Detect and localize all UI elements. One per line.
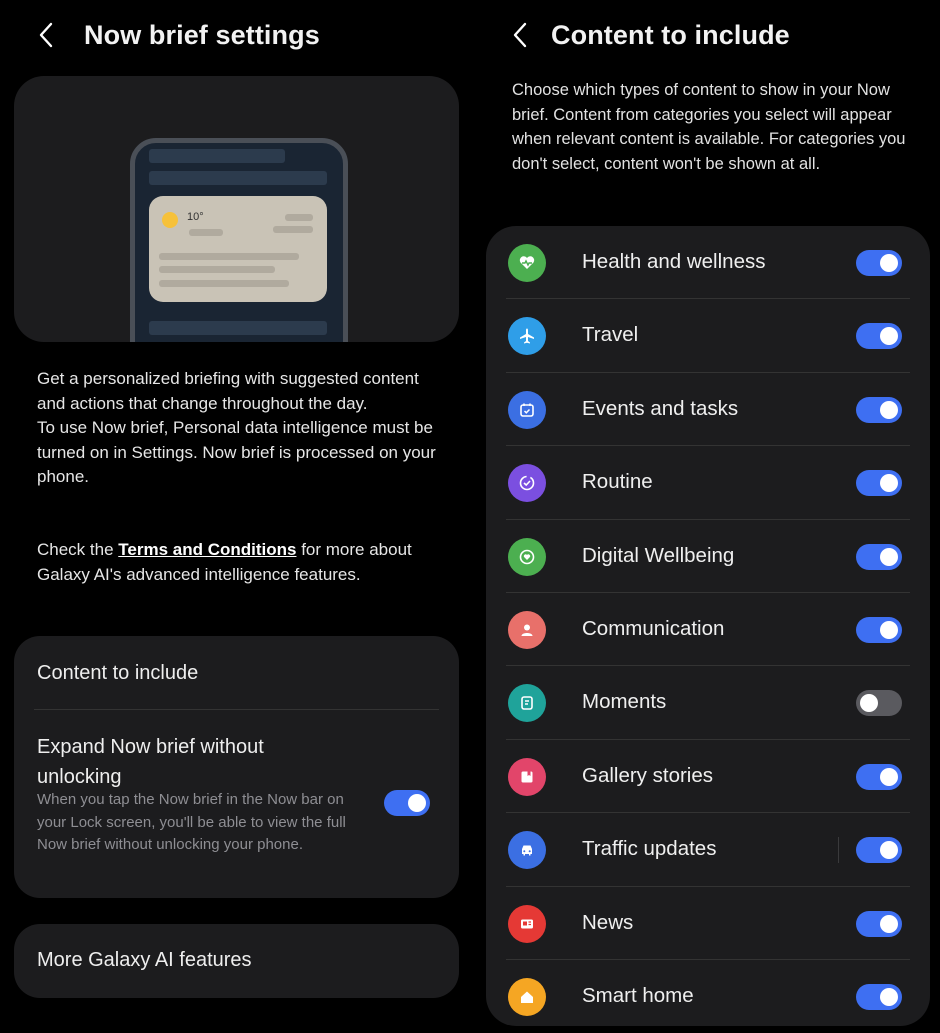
list-item-traffic-updates[interactable] bbox=[486, 813, 930, 886]
toggle-knob bbox=[408, 794, 426, 812]
wellbeing-icon bbox=[508, 538, 546, 576]
list-item-news[interactable] bbox=[486, 887, 930, 960]
events-and-tasks-toggle[interactable] bbox=[856, 397, 902, 423]
item-label: Smart home bbox=[582, 984, 694, 1007]
vertical-divider bbox=[838, 837, 839, 863]
page-title: Content to include bbox=[551, 19, 790, 50]
news-toggle[interactable] bbox=[856, 911, 902, 937]
content-to-include-screen bbox=[470, 0, 940, 1024]
chevron-left-icon bbox=[511, 22, 529, 48]
item-label: Digital Wellbeing bbox=[582, 543, 735, 567]
settings-card bbox=[14, 636, 459, 898]
health-and-wellness-toggle[interactable] bbox=[856, 250, 902, 276]
moments-icon bbox=[508, 684, 546, 722]
item-label: Gallery stories bbox=[582, 763, 714, 787]
content-category-list bbox=[486, 226, 930, 1026]
more-galaxy-ai-features-item[interactable] bbox=[14, 924, 459, 998]
item-label: Traffic updates bbox=[582, 837, 717, 861]
list-item-digital-wellbeing[interactable] bbox=[486, 520, 930, 593]
page-title: Now brief settings bbox=[84, 19, 320, 50]
phone-illustration bbox=[130, 138, 348, 342]
now-brief-settings-screen bbox=[0, 0, 470, 1024]
car-icon bbox=[508, 831, 546, 869]
intro-text: Choose which types of content to show in your Now brief. Content from categories you select will appear when relevant content is available. For categories you don't select, content won't be shown at all. bbox=[512, 81, 906, 173]
list-item-communication[interactable] bbox=[486, 593, 930, 666]
back-button[interactable] bbox=[32, 21, 60, 49]
moments-toggle[interactable] bbox=[856, 690, 902, 716]
item-label: Travel bbox=[582, 323, 639, 347]
expand-toggle[interactable] bbox=[384, 790, 430, 816]
heart-icon bbox=[508, 244, 546, 282]
list-item-smart-home[interactable] bbox=[486, 960, 930, 1033]
widget-temperature: 10° bbox=[187, 211, 204, 223]
gallery-icon bbox=[508, 758, 546, 796]
smart-home-toggle[interactable] bbox=[856, 984, 902, 1010]
home-icon bbox=[508, 978, 546, 1016]
item-label: Health and wellness bbox=[582, 250, 766, 273]
item-label: Communication bbox=[582, 617, 725, 640]
routine-toggle[interactable] bbox=[856, 470, 902, 496]
more-features-label: More Galaxy AI features bbox=[37, 949, 252, 971]
list-item-events-and-tasks[interactable] bbox=[486, 373, 930, 446]
person-icon bbox=[508, 611, 546, 649]
list-item-travel[interactable] bbox=[486, 299, 930, 372]
list-item-routine[interactable] bbox=[486, 446, 930, 519]
terms-link[interactable]: Terms and Conditions bbox=[118, 540, 297, 559]
check-circle-icon bbox=[508, 464, 546, 502]
sun-icon bbox=[162, 212, 178, 228]
digital-wellbeing-toggle[interactable] bbox=[856, 544, 902, 570]
list-item-gallery-stories[interactable] bbox=[486, 740, 930, 813]
communication-toggle[interactable] bbox=[856, 617, 902, 643]
gallery-stories-toggle[interactable] bbox=[856, 764, 902, 790]
divider bbox=[34, 709, 439, 710]
content-to-include-item[interactable]: Content to include bbox=[37, 662, 199, 684]
expand-description: When you tap the Now brief in the Now bar on your Lock screen, you'll be able to view the full Now brief without unlocking your phone. bbox=[37, 791, 346, 853]
chevron-left-icon bbox=[37, 22, 55, 48]
back-button[interactable] bbox=[506, 21, 534, 49]
description-text: Get a personalized briefing with suggested content and actions that change throughout the day. To use Now brief, Personal data intelligence must be turned on in Settings. Now brief is processed on your phone. bbox=[37, 369, 436, 486]
terms-text: Check the Terms and Conditions for more about Galaxy AI's advanced intelligence features. bbox=[37, 540, 412, 584]
calendar-icon bbox=[508, 391, 546, 429]
news-icon bbox=[508, 905, 546, 943]
airplane-icon bbox=[508, 317, 546, 355]
item-label: Routine bbox=[582, 470, 653, 494]
item-label: Moments bbox=[582, 690, 667, 714]
traffic-updates-toggle[interactable] bbox=[856, 837, 902, 863]
weather-widget bbox=[149, 196, 327, 302]
list-item-health-and-wellness[interactable] bbox=[486, 226, 930, 299]
item-label: Events and tasks bbox=[582, 396, 739, 420]
header bbox=[32, 14, 320, 56]
now-brief-illustration bbox=[14, 76, 459, 342]
list-item-moments[interactable] bbox=[486, 666, 930, 739]
item-label: News bbox=[582, 910, 634, 934]
expand-title: Expand Now brief without unlocking bbox=[37, 736, 264, 788]
travel-toggle[interactable] bbox=[856, 323, 902, 349]
header bbox=[506, 14, 790, 56]
